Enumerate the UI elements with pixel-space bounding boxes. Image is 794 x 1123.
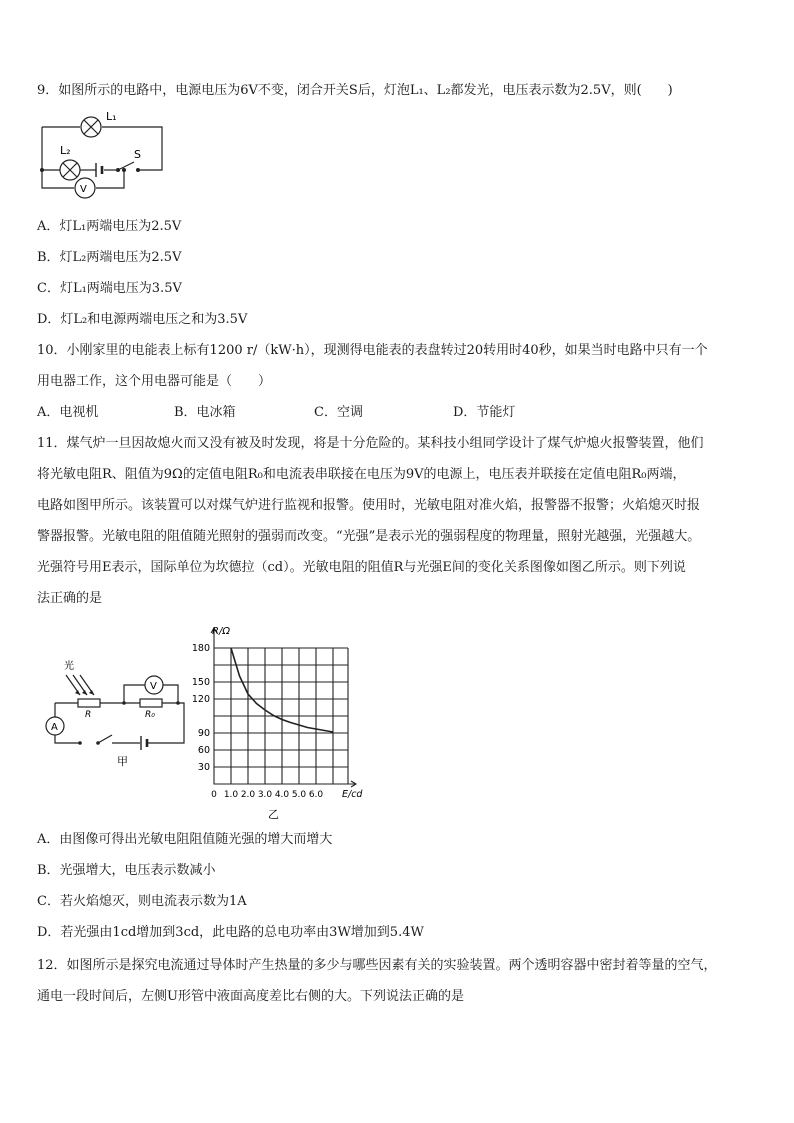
q11-option-c: C．若火焰熄灭，则电流表示数为1A bbox=[37, 894, 247, 909]
q11-option-b: B．光强增大，电压表示数减小 bbox=[37, 863, 216, 878]
q10-stem-line1: 10．小刚家里的电能表上标有1200 r/（kW·h），现测得电能表的表盘转过20转用时40秒，如果当时电路中只有一个 bbox=[37, 343, 708, 358]
q11-option-a: A．由图像可得出光敏电阻阻值随光强的增大而增大 bbox=[37, 832, 333, 847]
q10-stem-line2: 用电器工作，这个用电器可能是（ ） bbox=[37, 374, 272, 389]
q9-label-v: V bbox=[80, 184, 87, 195]
q11-label-light: 光 bbox=[64, 661, 74, 672]
q11-stem-line2: 将光敏电阻R、阻值为9Ω的定值电阻R₀和电流表串联接在电压为9V的电源上，电压表并联接在定值电阻R₀两端， bbox=[37, 467, 686, 482]
q11-graph-xtick: 0 bbox=[211, 790, 217, 800]
q11-caption-jia: 甲 bbox=[117, 755, 128, 768]
q10-option-a: A．电视机 bbox=[37, 405, 99, 420]
q9-circuit-diagram bbox=[34, 110, 174, 205]
q10-option-c: C．空调 bbox=[314, 405, 363, 420]
q11-stem-line3: 电路如图甲所示。该装置可以对煤气炉进行监视和报警。使用时，光敏电阻对准火焰，报警器不报警；火焰熄灭时报 bbox=[37, 498, 701, 513]
q11-graph-ytick: 180 bbox=[191, 643, 210, 654]
q11-graph-ytick: 60 bbox=[197, 745, 210, 756]
q9-option-d: D．灯L₂和电源两端电压之和为3.5V bbox=[37, 312, 248, 327]
q11-graph-xtick: 1.0 bbox=[223, 790, 239, 800]
q11-graph-xtick: 5.0 bbox=[291, 790, 307, 800]
q11-stem-line4: 警器报警。光敏电阻的阻值随光照射的强弱而改变。“光强”是表示光的强弱程度的物理量，照射光越强，光强越大。 bbox=[37, 529, 701, 544]
q10-option-b: B．电冰箱 bbox=[174, 405, 236, 420]
q12-stem-line1: 12．如图所示是探究电流通过导体时产生热量的多少与哪些因素有关的实验装置。两个透明容器中密封着等量的空气， bbox=[37, 958, 717, 973]
q11-graph-ytick: 30 bbox=[197, 762, 210, 773]
q11-graph-xlabel: E/cd bbox=[342, 789, 363, 800]
q9-label-l1: L₁ bbox=[106, 110, 117, 123]
q11-graph-ytick: 90 bbox=[197, 728, 210, 739]
q11-caption-yi: 乙 bbox=[268, 808, 279, 821]
q11-graph-ytick: 150 bbox=[191, 677, 210, 688]
q11-graph-xtick: 2.0 bbox=[240, 790, 256, 800]
q11-label-ammeter: A bbox=[51, 722, 58, 733]
q11-circuit-diagram bbox=[40, 655, 190, 770]
q12-stem-line2: 通电一段时间后，左侧U形管中液面高度差比右侧的大。下列说法正确的是 bbox=[37, 989, 464, 1004]
q9-option-b: B．灯L₂两端电压为2.5V bbox=[37, 250, 182, 265]
q11-graph-ytick: 120 bbox=[191, 694, 210, 705]
q11-stem-line1: 11．煤气炉一旦因故熄火而又没有被及时发现，将是十分危险的。某科技小组同学设计了煤气炉熄火报警装置，他们 bbox=[37, 436, 704, 451]
q9-stem: 9．如图所示的电路中，电源电压为6V不变，闭合开关S后，灯泡L₁、L₂都发光，电压表示数为2.5V，则( ) bbox=[37, 83, 673, 98]
q11-graph-xtick: 4.0 bbox=[274, 790, 290, 800]
q11-stem-line5: 光强符号用E表示，国际单位为坎德拉（cd）。光敏电阻的阻值R与光强E间的变化关系图像如图乙所示。则下列说 bbox=[37, 560, 686, 575]
q11-graph bbox=[186, 620, 376, 825]
q11-graph-xtick: 3.0 bbox=[257, 790, 273, 800]
q11-stem-line6: 法正确的是 bbox=[37, 591, 103, 606]
q11-label-r0: R₀ bbox=[145, 710, 155, 720]
q11-graph-ylabel: R/Ω bbox=[212, 626, 230, 637]
q10-option-d: D．节能灯 bbox=[453, 405, 516, 420]
q9-option-c: C．灯L₁两端电压为3.5V bbox=[37, 281, 182, 296]
q11-label-voltmeter: V bbox=[150, 681, 157, 692]
q11-graph-xtick: 6.0 bbox=[308, 790, 324, 800]
q11-option-d: D．若光强由1cd增加到3cd，此电路的总电功率由3W增加到5.4W bbox=[37, 925, 424, 940]
q9-label-l2: L₂ bbox=[60, 144, 71, 157]
q9-label-s: S bbox=[134, 148, 141, 161]
q11-label-r: R bbox=[85, 710, 92, 720]
q9-option-a: A．灯L₁两端电压为2.5V bbox=[37, 219, 182, 234]
